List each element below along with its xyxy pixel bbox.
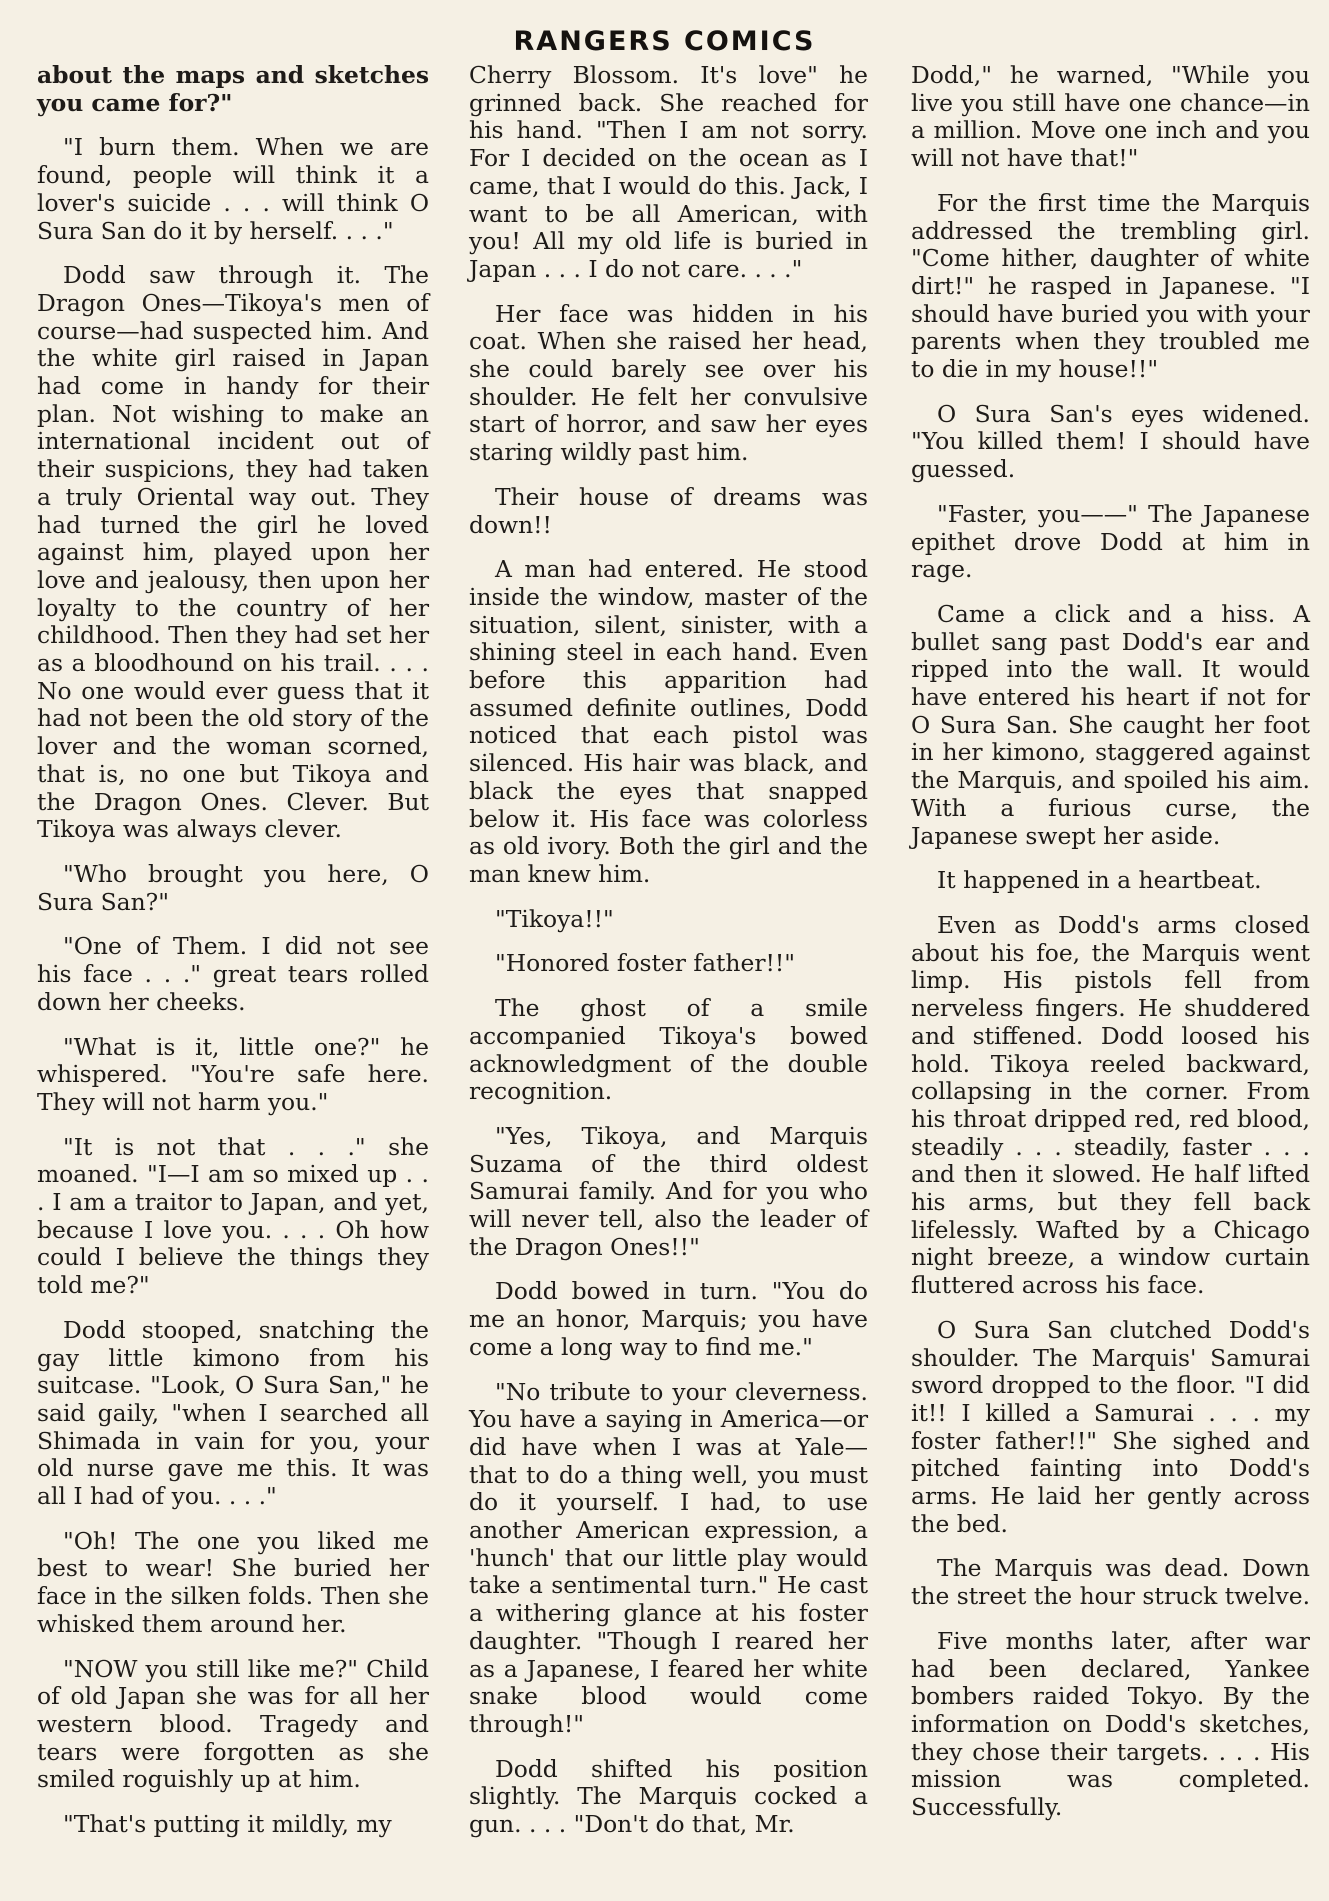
- page-header-title: RANGERS COMICS: [513, 26, 816, 57]
- paragraph: "Who brought you here, O Sura San?": [37, 859, 429, 916]
- paragraph: "It is not that . . ." she moaned. "I—I am so mixed up . . . I am a traitor to Japan, and yet, because I love you. . . . Oh how could I believe the things they told me?": [37, 1132, 429, 1300]
- paragraph: Their house of dreams was down!!: [469, 482, 868, 539]
- paragraph: O Sura San's eyes widened. "You killed them! I should have guessed.: [911, 399, 1310, 484]
- paragraph: "What is it, little one?" he whispered. "You're safe here. They will not harm you.": [37, 1032, 429, 1116]
- paragraph: about the maps and sketches you came for?": [37, 61, 429, 117]
- paragraph: "Faster, you——" The Japanese epithet drove Dodd at him in rage.: [911, 499, 1310, 584]
- paragraph: "No tribute to your cleverness. You have a saying in America—or did have when I was at Yale—that to do a thing well, you must do it yourself. I had, to use another American expression, a 'hunch' that our little play would take a sentimental turn." He cast a withering glance at his foster daughter. "Though I reared her as a Japanese, I feared her white snake blood would come through!": [469, 1377, 868, 1738]
- paragraph: "Oh! The one you liked me best to wear! She buried her face in the silken folds. Then she whisked them around her.: [37, 1526, 429, 1638]
- paragraph: Dodd bowed in turn. "You do me an honor, Marquis; you have come a long way to find me.": [469, 1277, 868, 1361]
- paragraph: Dodd shifted his position slightly. The Marquis cocked a gun. . . . "Don't do that, Mr.: [469, 1754, 868, 1839]
- text-column-1: [37, 62, 429, 1839]
- paragraph: "NOW you still like me?" Child of old Japan she was for all her western blood. Tragedy and tears were forgotten as she smiled roguishly up at him.: [37, 1654, 429, 1794]
- paragraph: The ghost of a smile accompanied Tikoya's bowed acknowledgment of the double recognition.: [469, 994, 868, 1106]
- paragraph: Cherry Blossom. It's love" he grinned back. She reached for his hand. "Then I am not sorry. For I decided on the ocean as I came, that I would do this. Jack, I want to be all American, with you! All my old life is buried in Japan . . . I do not care. . . .": [469, 61, 868, 283]
- paragraph: Five months later, after war had been declared, Yankee bombers raided Tokyo. By the information on Dodd's sketches, they chose their targets. . . . His mission was completed. Successfully.: [911, 1626, 1310, 1822]
- paragraph: "One of Them. I did not see his face . . ." great tears rolled down her cheeks.: [37, 932, 429, 1016]
- paragraph: Dodd saw through it. The Dragon Ones—Tikoya's men of course—had suspected him. And the white girl raised in Japan had come in handy for their plan. Not wishing to make an international incident out of their suspicions, they had taken a truly Oriental way out. They had turned the girl he loved against him, played upon her love and jealousy, then upon her loyalty to the country of her childhood. Then they had set her as a bloodhound on his trail. . . . No one would ever guess that it had not been the old story of the lover and the woman scorned, that is, no one but Tikoya and the Dragon Ones. Clever. But Tikoya was always clever.: [37, 261, 429, 844]
- text-column-2: [469, 62, 868, 1839]
- paragraph: Dodd," he warned, "While you live you still have one chance—in a million. Move one inch and you will not have that!": [911, 61, 1310, 173]
- paragraph: "Yes, Tikoya, and Marquis Suzama of the third oldest Samurai family. And for you who will never tell, also the leader of the Dragon Ones!!": [469, 1121, 868, 1261]
- paragraph: For the first time the Marquis addressed the trembling girl. "Come hither, daughter of white dirt!" he rasped in Japanese. "I should have buried you with your parents when they troubled me to die in my house!!": [911, 188, 1310, 384]
- paragraph: "Honored foster father!!": [495, 949, 796, 978]
- text-column-3: [911, 62, 1310, 1822]
- paragraph: Even as Dodd's arms closed about his foe, the Marquis went limp. His pistols fell from nerveless fingers. He shuddered and stiffened. Dodd loosed his hold. Tikoya reeled backward, collapsing in the corner. From his throat dripped red, red blood, steadily . . . steadily, faster . . . and then it slowed. He half lifted his arms, but they fell back lifelessly. Wafted by a Chicago night breeze, a window curtain fluttered across his face.: [911, 910, 1310, 1300]
- paragraph: "Tikoya!!": [495, 904, 614, 933]
- paragraph: O Sura San clutched Dodd's shoulder. The Marquis' Samurai sword dropped to the floor. "I did it!! I killed a Samurai . . . my foster father!!" She sighed and pitched fainting into Dodd's arms. He laid her gently across the bed.: [911, 1315, 1310, 1538]
- paragraph: Came a click and a hiss. A bullet sang past Dodd's ear and ripped into the wall. It would have entered his heart if not for O Sura San. She caught her foot in her kimono, staggered against the Marquis, and spoiled his aim. With a furious curse, the Japanese swept her aside.: [911, 599, 1310, 850]
- paragraph: It happened in a heartbeat.: [937, 866, 1262, 895]
- paragraph: "I burn them. When we are found, people will think it a lover's suicide . . . will think O Sura San do it by herself. . . .": [37, 133, 429, 245]
- paragraph: Her face was hidden in his coat. When she raised her head, she could barely see over his shoulder. He felt her convulsive start of horror, and saw her eyes staring wildly past him.: [469, 299, 868, 467]
- paragraph: A man had entered. He stood inside the window, master of the situation, silent, sinister, with a shining steel in each hand. Even before this apparition had assumed definite outlines, Dodd noticed that each pistol was silenced. His hair was black, and black the eyes that snapped below it. His face was colorless as old ivory. Both the girl and the man knew him.: [469, 555, 868, 888]
- paragraph: Dodd stooped, snatching the gay little kimono from his suitcase. "Look, O Sura San," he said gaily, "when I searched all Shimada in vain for you, your old nurse gave me this. It was all I had of you. . . .": [37, 1315, 429, 1511]
- paragraph: The Marquis was dead. Down the street the hour struck twelve.: [911, 1554, 1311, 1611]
- paragraph: "That's putting it mildly, my: [63, 1810, 392, 1839]
